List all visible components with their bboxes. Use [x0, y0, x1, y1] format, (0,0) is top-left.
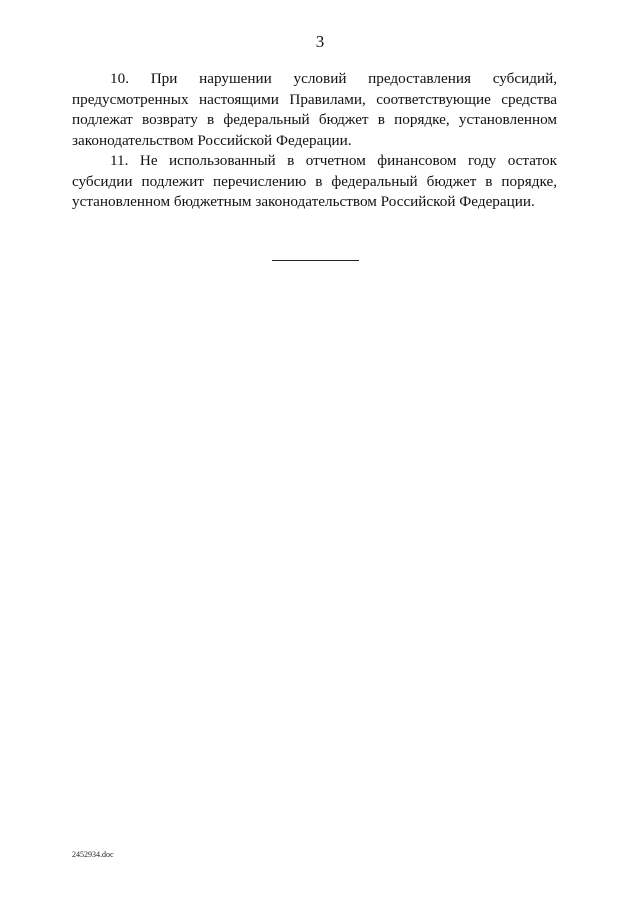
- document-file-code: 2452934.doc: [72, 850, 114, 859]
- page-number: 3: [315, 32, 325, 51]
- closing-separator-line: [272, 260, 359, 261]
- paragraph-11: 11. Не использованный в отчетном финансовом году остаток субсидии подлежит перечислению в федеральный бюджет в порядке, установленном бюджетным законодательством Российской Федерации.: [72, 152, 557, 210]
- paragraph-10: 10. При нарушении условий предоставления субсидий, предусмотренных настоящими Правилами, соответствующие средства подлежат возврату в федеральный бюджет в порядке, установленном законодательством Российской Федерации.: [72, 70, 557, 149]
- document-body: [72, 69, 557, 213]
